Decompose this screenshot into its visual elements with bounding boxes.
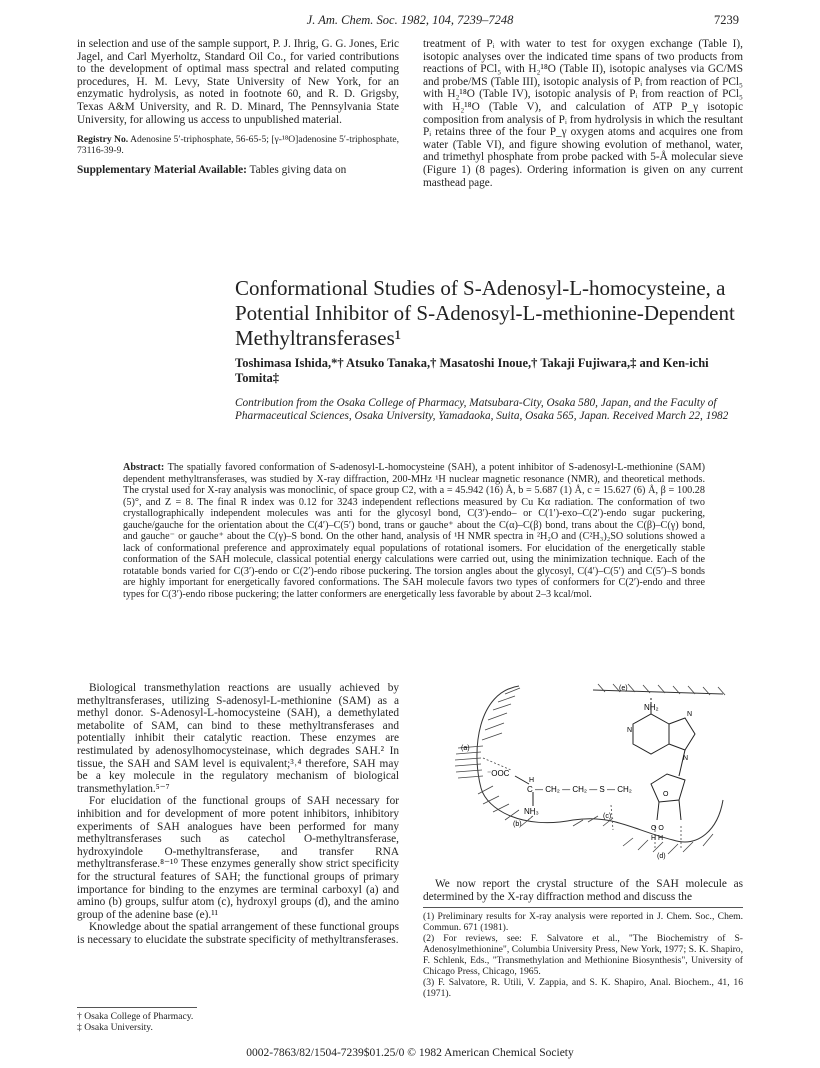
- label-hydroxyl-hydrogens: H H: [651, 835, 664, 842]
- registry-label: Registry No.: [77, 134, 129, 146]
- footnotes-right: [423, 911, 743, 999]
- label-hydroxyl-oxygens: O O: [651, 825, 664, 832]
- adenine-ring: [633, 698, 695, 754]
- footnote-2: (2) For reviews, see: F. Salvatore et al., "The Biochemistry of S-Adenosylmethionine", Columbia University Press, New York, 1977; S. K. Shapiro, F. Schlenk, Eds., "Transmethylation and Methionine Biosynthesis", University of Chicago Press, Chicago, 1965.: [423, 933, 743, 977]
- label-chain: C — CH₂ — CH₂ — S — CH₂: [527, 785, 632, 794]
- label-h-alpha: H: [529, 777, 535, 784]
- registry-numbers: [77, 134, 399, 156]
- abstract: [123, 462, 705, 600]
- label-b: (b): [513, 821, 522, 828]
- label-carboxylate: ⁻OOC: [487, 769, 510, 778]
- body-paragraph-3: Knowledge about the spatial arrangement of these functional groups is necessary to elucidate the substrate specificity of methyltransferases.: [77, 921, 399, 946]
- acknowledgment-paragraph: in selection and use of the sample support, P. J. Ihrig, G. G. Jones, Eric Jagel, and Carl Myerholtz, Standard Oil Co., for varied contributions to the development of optimal mass spectral and related computing procedures, H. M. Levy, State University of New York, for an enzymatic hydrolysis, as noted in footnote 60, and R. D. Grigsby, Texas A&M University, and R. D. Minard, The Pennsylvania State University, for allowing us access to unpublished material.: [77, 38, 399, 126]
- label-n9: N: [683, 755, 689, 762]
- label-d: (d): [657, 853, 666, 860]
- footnote-rule-left: [77, 1007, 197, 1008]
- supplementary-continued: treatment of Pᵢ with water to test for oxygen exchange (Table I), isotopic analyses over the indicated time spans of two products from reactions of PCl₅ with H₂¹⁸O (Table II), isotopic analyses via GC/MS and probe/MS (Table III), isotopic analysis of Pᵢ from reaction of PCl₅ with H₂¹⁸O (Table IV), isotopic analysis of Pᵢ from reaction of PCl₅ with H₂¹⁸O (Table V), and calculation of ATP P_γ isotopic composition from analysis of Pᵢ from hydrolysis in which the resultant Pᵢ retains three of the four P_γ oxygen atoms and acquires one from water (Table VI), and figure showing evolution of methanol, water, and trimethyl phosphate from probe packed with 5-Å molecular sieve (Figure 1) (8 pages). Ordering information is given on any current masthead page.: [423, 38, 743, 189]
- footnote-3: (3) F. Salvatore, R. Utili, V. Zappia, and S. K. Shapiro, Anal. Biochem., 41, 16 (1971).: [423, 977, 743, 999]
- footnote-1: (1) Preliminary results for X-ray analysis were reported in J. Chem. Soc., Chem. Commun. 671 (1981).: [423, 911, 743, 933]
- journal-citation: J. Am. Chem. Soc. 1982, 104, 7239–7248: [306, 13, 514, 27]
- article-title: Conformational Studies of S-Adenosyl-L-homocysteine, a Potential Inhibitor of S-Adenosyl-L-methionine-Dependent Methyltransferases¹: [235, 276, 735, 350]
- footnote-dagger: † Osaka College of Pharmacy.: [77, 1011, 194, 1022]
- supplementary-label: Supplementary Material Available:: [77, 164, 247, 177]
- footnote-double-dagger: ‡ Osaka University.: [77, 1022, 153, 1033]
- footnote-rule-right: [423, 907, 743, 908]
- abstract-text: The spatially favored conformation of S-adenosyl-L-homocysteine (SAH), a potent inhibitor of S-adenosyl-L-methionine (SAM) dependent methyltransferases, was studied by X-ray diffraction, 200-MHz ¹H nuclear magnetic resonance (NMR), and theoretical methods. The crystal used for X-ray analysis was monoclinic, of space group C2, with a = 45.942 (16) Å, b = 5.687 (1) Å, c = 15.627 (6) Å, β = 100.28 (5)°, and Z = 8. The final R index was 0.12 for 3243 independent reflections measured by Cu Kα radiation. The conformation of two crystallographically independent molecules was anti for the glycosyl bond, C(3′)-endo– or C(1′)-exo–C(2′)-endo sugar puckering, gauche/gauche for the orientation about the C(4′)–C(5′) bond, trans or gauche⁺ about the C(α)–C(β) bond, trans about the C(β)–C(γ) bond, and gauche⁻ or gauche⁺ about the C(γ)–S bond. On the other hand, analysis of ¹H NMR spectra in ²H₂O and (C²H₃)₂SO solutions showed a lack of conformational preference and approximately equal populations of rotational isomers. For elucidation of the energetically stable conformation of the SAH molecule, classical potential energy calculations were carried out, using the minimization technique. Each of the rotatable bonds varied for C(3′)-endo or C(2′)-endo ribose puckering. The torsion angles about the glycosyl, C(4′)–C(5′) and C(5′)–S bonds are highly important for energetically favored conformations. The SAH molecule favors two types of conformers for C(2′)-endo and three types for C(3′)-endo ribose puckering; the latter conformers are energetically less favorable by about 2–3 kcal/mol.: [123, 462, 705, 600]
- ribose-ring: [651, 750, 685, 820]
- body-right-column: [423, 878, 743, 903]
- enzyme-surface-outline: [477, 686, 723, 842]
- sah-binding-schematic: [423, 680, 743, 872]
- abstract-label: Abstract:: [123, 462, 165, 473]
- label-a: (a): [461, 745, 470, 752]
- supplementary-text: Tables giving data on: [249, 164, 347, 177]
- supplementary-material: [77, 164, 399, 177]
- body-left-column: [77, 682, 399, 946]
- running-header: [0, 10, 820, 30]
- label-n1: N: [627, 727, 633, 734]
- body-right-paragraph: We now report the crystal structure of the SAH molecule as determined by the X-ray diffraction method and discuss the: [423, 878, 743, 903]
- author-list: Toshimasa Ishida,*† Atsuko Tanaka,† Masatoshi Inoue,† Takaji Fujiwara,‡ and Ken-ichi Tomita‡: [235, 356, 709, 385]
- prev-article-right-column: [423, 38, 743, 189]
- label-e: (e): [619, 685, 628, 692]
- affiliation: Contribution from the Osaka College of Pharmacy, Matsubara-City, Osaka 580, Japan, and the Faculty of Pharmaceutical Sciences, Osaka University, Yamadaoka, Suita, Osaka 565, Japan. Received March 22, 1982: [235, 397, 729, 422]
- label-n7: N: [687, 711, 693, 718]
- body-paragraph-2: For elucidation of the functional groups of SAH necessary for inhibition and for development of more potent inhibitors, inhibitory experiments of SAH analogues have been performed for many methyltransferases such as catechol O-methyltransferase, hydroxyindole O-methyltransferase, and transfer RNA methyltransferase.⁸⁻¹⁰ These enzymes generally show strict specificity for the structural features of SAH; the functional groups of primary importance for binding to the enzymes are terminal carboxyl (a) and amino (b) groups, sulfur atom (c), hydroxyl groups (d), and the amino group of the adenine base (e).¹¹: [77, 795, 399, 921]
- body-paragraph-1: Biological transmethylation reactions are usually achieved by methyltransferases, utilizing S-adenosyl-L-methionine (SAM) as a methyl donor. S-Adenosyl-L-homocysteine (SAH), a demethylated metabolite of SAM, can bind to these methyltransferases and potentially inhibit their catalytic reaction. These enzymes are restimulated by adenosylhomocysteinase, which degrades SAH.² In tissue, the SAH and SAM level is equivalent;³˒⁴ therefore, SAH may be a key molecule in the regulatory mechanism of biological transmethylation.⁵⁻⁷: [77, 682, 399, 795]
- registry-text: Adenosine 5′-triphosphate, 56-65-5; [γ-¹⁸O]adenosine 5′-triphosphate, 73116-39-9.: [77, 134, 400, 157]
- prev-article-left-column: [77, 38, 399, 177]
- footnotes-left: [77, 1011, 399, 1033]
- page-number: 7239: [714, 13, 739, 27]
- label-c: (c): [603, 813, 612, 820]
- label-nh2: NH₂: [644, 703, 659, 712]
- label-nh3: NH₃: [524, 807, 539, 816]
- label-ring-oxygen: O: [663, 791, 669, 798]
- page-footer: 0002-7863/82/1504-7239$01.25/0 © 1982 American Chemical Society: [246, 1047, 574, 1059]
